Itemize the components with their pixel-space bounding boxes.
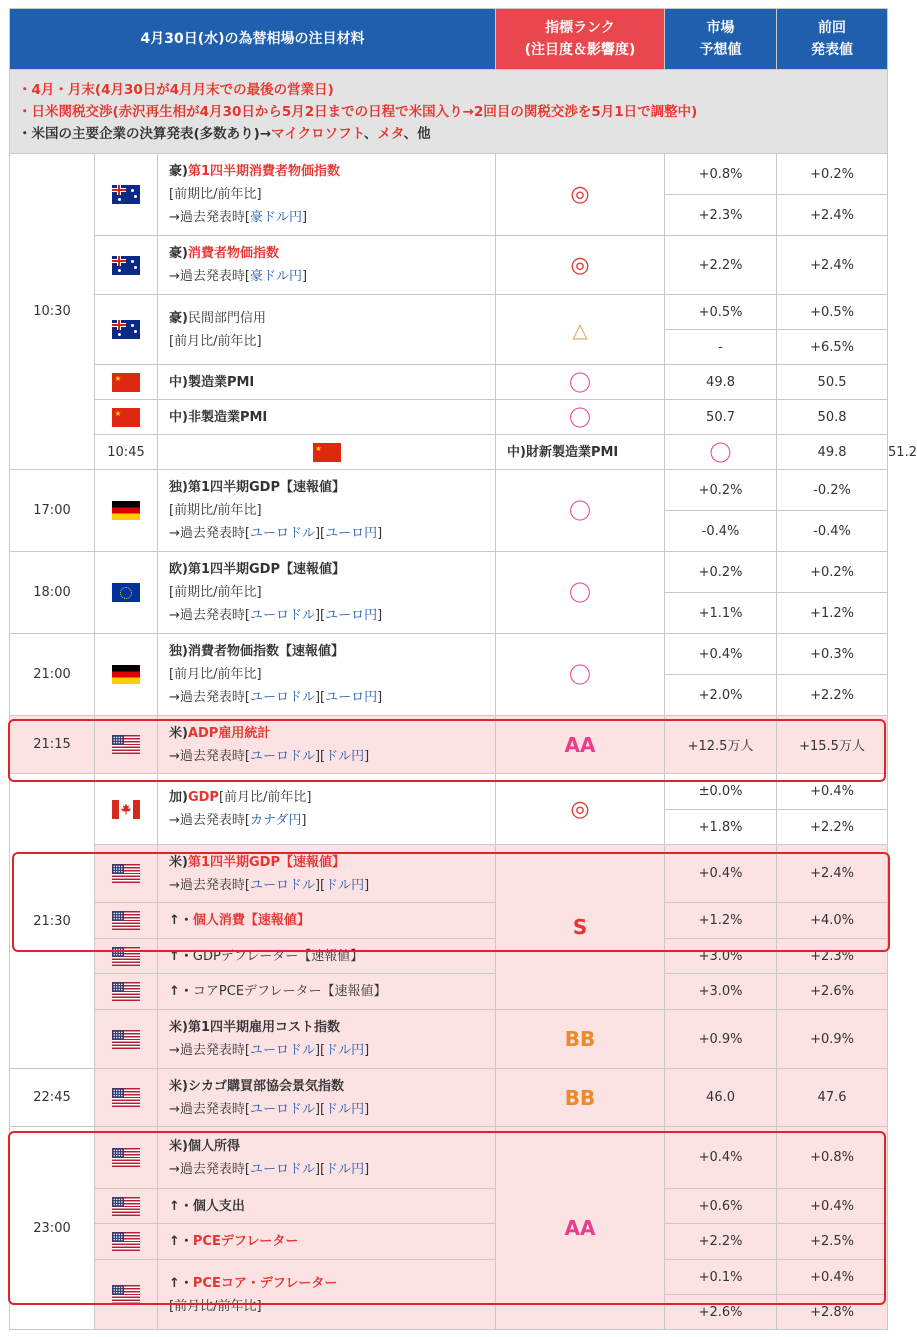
forecast-value: +0.1%: [665, 1260, 777, 1295]
forecast-value: 49.8: [665, 365, 777, 400]
table-row: [10, 236, 888, 295]
table-row: [10, 1127, 888, 1189]
indicator-us-eci: 米)第1四半期雇用コスト指数 →過去発表時[ユーロドル][ドル円]: [158, 1010, 496, 1069]
link-eur-usd[interactable]: ユーロドル: [249, 608, 315, 623]
previous-value: +1.2%: [777, 593, 888, 634]
previous-value: +2.6%: [777, 974, 888, 1010]
link-usd-jpy[interactable]: ドル円: [325, 1161, 365, 1177]
previous-value: +0.2%: [777, 154, 888, 195]
forecast-value: +12.5万人: [665, 716, 777, 774]
indicator-au-credit: 豪)民間部門信用 [前月比/前年比]: [158, 295, 496, 365]
indicator-us-gdp: 米)第1四半期GDP【速報値】 →過去発表時[ユーロドル][ドル円]: [158, 845, 496, 903]
forecast-value: +0.8%: [665, 154, 777, 195]
rank-cell: [496, 400, 665, 435]
table-row: 10:45 中)財新製造業PMI 〇 49.8 51.2: [10, 435, 888, 470]
table-row: [10, 1069, 888, 1127]
double-circle-icon: ◎: [570, 796, 590, 822]
link-eur-usd[interactable]: ユーロドル: [249, 1043, 315, 1058]
time-cell: 22:45: [10, 1069, 95, 1127]
rank-cell: [496, 365, 665, 400]
usa-flag-icon: [112, 947, 140, 966]
table-row: [10, 903, 888, 939]
forecast-value: +3.0%: [665, 939, 777, 974]
australia-flag-icon: [112, 320, 140, 339]
indicator-cn-caixin: 中)財新製造業PMI: [496, 435, 665, 470]
link-eur-usd[interactable]: ユーロドル: [249, 690, 315, 705]
rank-cell: [496, 552, 665, 634]
usa-flag-icon: [112, 1030, 140, 1049]
rank-cell: [496, 1069, 665, 1127]
calendar-table: [9, 8, 917, 1330]
usa-flag-icon: [112, 1148, 140, 1167]
forecast-value: +1.1%: [665, 593, 777, 634]
indicator-us-gdp-deflator: ↑・GDPデフレーター【速報値】: [158, 939, 496, 974]
link-usd-jpy[interactable]: ドル円: [325, 877, 365, 893]
rank-cell: [496, 1127, 665, 1330]
flag-us: [95, 1189, 158, 1224]
circle-icon: 〇: [569, 406, 592, 432]
previous-value: -0.4%: [777, 511, 888, 552]
forecast-value: +1.2%: [665, 903, 777, 939]
indicator-au-cpi: 豪)消費者物価指数 →過去発表時[豪ドル円]: [158, 236, 496, 295]
table-row: [10, 552, 888, 593]
rank-cell: [496, 236, 665, 295]
indicator-cn-pmi: 中)製造業PMI: [158, 365, 496, 400]
previous-value: +2.2%: [777, 810, 888, 845]
previous-value: +0.4%: [777, 774, 888, 810]
forecast-value: +2.6%: [665, 1295, 777, 1330]
rank-badge: BB: [564, 1085, 596, 1110]
link-eur-usd[interactable]: ユーロドル: [249, 1161, 315, 1177]
flag-us: [95, 1127, 158, 1189]
notes-row: [10, 70, 888, 154]
previous-value: +0.8%: [777, 1127, 888, 1189]
flag-us: [95, 1224, 158, 1260]
germany-flag-icon: [112, 501, 140, 520]
indicator-us-spending: ↑・個人支出: [158, 1189, 496, 1224]
indicator-eu-gdp: 欧)第1四半期GDP【速報値】 [前期比/前年比] →過去発表時[ユーロドル][ユーロ円]: [158, 552, 496, 634]
indicator-ca-gdp: 加)GDP[前月比/前年比] →過去発表時[カナダ円]: [158, 774, 496, 845]
usa-flag-icon: [112, 864, 140, 883]
table-row: [10, 154, 888, 195]
indicator-us-core-pce-deflator: ↑・コアPCEデフレーター【速報値】: [158, 974, 496, 1010]
indicator-us-pce-deflator: ↑・PCEデフレーター: [158, 1224, 496, 1260]
rank-header: 指標ランク (注目度＆影響度): [496, 9, 665, 70]
circle-icon: 〇: [709, 441, 732, 467]
table-row: [10, 716, 888, 774]
indicator-de-cpi: 独)消費者物価指数【速報値】 [前月比/前年比] →過去発表時[ユーロドル][ユーロ円]: [158, 634, 496, 716]
link-eur-jpy[interactable]: ユーロ円: [325, 690, 378, 705]
previous-value: +0.9%: [777, 1010, 888, 1069]
forecast-value: ±0.0%: [665, 774, 777, 810]
indicator-us-chicago-pmi: 米)シカゴ購買部協会景気指数 →過去発表時[ユーロドル][ドル円]: [158, 1069, 496, 1127]
rank-cell: [496, 1010, 665, 1069]
flag-au: [95, 236, 158, 295]
link-usd-jpy[interactable]: ドル円: [325, 748, 365, 764]
link-usd-jpy[interactable]: ドル円: [325, 1101, 365, 1117]
china-flag-icon: [313, 443, 341, 462]
link-eur-jpy[interactable]: ユーロ円: [325, 526, 378, 541]
rank-cell: [496, 716, 665, 774]
rank-cell: [496, 470, 665, 552]
rank-badge: BB: [564, 1027, 596, 1051]
rank-cell: [496, 154, 665, 236]
usa-flag-icon: [112, 735, 140, 754]
flag-cn: [95, 365, 158, 400]
previous-value: +0.4%: [777, 1189, 888, 1224]
previous-value: 50.5: [777, 365, 888, 400]
circle-icon: 〇: [569, 664, 592, 689]
forecast-value: +0.2%: [665, 470, 777, 511]
flag-us: [95, 1260, 158, 1330]
flag-au: [95, 154, 158, 236]
forecast-value: +0.6%: [665, 1189, 777, 1224]
rank-badge: AA: [564, 732, 596, 757]
forecast-value: +0.4%: [665, 634, 777, 675]
flag-ca: [95, 774, 158, 845]
previous-value: +2.4%: [777, 195, 888, 236]
link-aud-jpy[interactable]: 豪ドル円: [249, 210, 302, 225]
page-title: 4月30日(水)の為替相場の注目材料: [10, 9, 496, 70]
time-cell: 17:00: [10, 470, 95, 552]
forecast-header: 市場 予想値: [665, 9, 777, 70]
previous-value: +0.2%: [777, 552, 888, 593]
previous-value: +2.5%: [777, 1224, 888, 1260]
previous-value: -0.2%: [777, 470, 888, 511]
table-row: [10, 939, 888, 974]
flag-de: [95, 470, 158, 552]
table-row: [10, 365, 888, 400]
germany-flag-icon: [112, 665, 140, 684]
indicator-cn-nonpmi: 中)非製造業PMI: [158, 400, 496, 435]
notes-cell: [10, 70, 888, 154]
forecast-value: +2.2%: [665, 236, 777, 295]
double-circle-icon: ◎: [570, 182, 590, 207]
calendar-container: [9, 8, 917, 1330]
link-usd-jpy[interactable]: ドル円: [325, 1043, 365, 1058]
forecast-value: +0.4%: [665, 1127, 777, 1189]
flag-us: [95, 845, 158, 903]
table-row: [10, 470, 888, 511]
previous-value: +4.0%: [777, 903, 888, 939]
rank-cell: [496, 845, 665, 1010]
table-row: [10, 400, 888, 435]
forecast-value: 46.0: [665, 1069, 777, 1127]
table-row: [10, 1010, 888, 1069]
previous-value: +2.3%: [777, 939, 888, 974]
forecast-value: +3.0%: [665, 974, 777, 1010]
forecast-value: +0.4%: [665, 845, 777, 903]
forecast-value: -0.4%: [665, 511, 777, 552]
forecast-value: +2.3%: [665, 195, 777, 236]
previous-value: +2.8%: [777, 1295, 888, 1330]
previous-value: +2.4%: [777, 845, 888, 903]
rank-cell: [665, 435, 777, 470]
note-month-end: ・4月・月末(4月30日が4月月末での最後の営業日): [18, 81, 334, 98]
forecast-value: +0.2%: [665, 552, 777, 593]
previous-value: +0.5%: [777, 295, 888, 330]
indicator-de-gdp: 独)第1四半期GDP【速報値】 [前期比/前年比] →過去発表時[ユーロドル][ユーロ円]: [158, 470, 496, 552]
time-cell: 10:45: [95, 435, 158, 470]
table-row: [10, 1189, 888, 1224]
time-cell: 10:30: [10, 154, 95, 470]
flag-us: [95, 939, 158, 974]
eu-flag-icon: [112, 583, 140, 602]
indicator-us-adp: 米)ADP雇用統計 →過去発表時[ユーロドル][ドル円]: [158, 716, 496, 774]
indicator-us-consumption: ↑・個人消費【速報値】: [158, 903, 496, 939]
flag-cn: [158, 435, 496, 470]
previous-value: +2.4%: [777, 236, 888, 295]
flag-eu: [95, 552, 158, 634]
header-row: [10, 9, 888, 70]
previous-value: +6.5%: [777, 330, 888, 365]
forecast-value: +2.2%: [665, 1224, 777, 1260]
usa-flag-icon: [112, 1285, 140, 1304]
flag-us: [95, 1010, 158, 1069]
link-eur-usd[interactable]: ユーロドル: [249, 748, 315, 764]
indicator-au-cpi-q: 豪)第1四半期消費者物価指数 [前期比/前年比] →過去発表時[豪ドル円]: [158, 154, 496, 236]
canada-flag-icon: [112, 800, 140, 819]
time-cell: 23:00: [10, 1127, 95, 1330]
indicator-us-pce-core: ↑・PCEコア・デフレーター [前月比/前年比]: [158, 1260, 496, 1330]
link-eur-usd[interactable]: ユーロドル: [249, 1101, 315, 1117]
triangle-icon: △: [572, 317, 588, 342]
forecast-value: +2.0%: [665, 675, 777, 716]
rank-cell: [496, 774, 665, 845]
australia-flag-icon: [112, 185, 140, 204]
double-circle-icon: ◎: [570, 252, 590, 278]
rank-cell: [496, 295, 665, 365]
note-earnings: ・米国の主要企業の決算発表(多数あり)→マイクロソフト、メタ、他: [18, 125, 431, 142]
link-eur-usd[interactable]: ユーロドル: [249, 877, 315, 893]
usa-flag-icon: [112, 911, 140, 930]
usa-flag-icon: [112, 1197, 140, 1216]
rank-cell: [496, 634, 665, 716]
time-cell: 21:30: [10, 774, 95, 1069]
flag-de: [95, 634, 158, 716]
usa-flag-icon: [112, 982, 140, 1001]
flag-us: [95, 1069, 158, 1127]
flag-us: [95, 974, 158, 1010]
table-row: [10, 634, 888, 675]
flag-cn: [95, 400, 158, 435]
rank-badge: AA: [564, 1216, 596, 1240]
usa-flag-icon: [112, 1088, 140, 1107]
circle-icon: 〇: [569, 500, 592, 525]
circle-icon: 〇: [569, 582, 592, 607]
flag-au: [95, 295, 158, 365]
previous-header: 前回 発表値: [777, 9, 888, 70]
usa-flag-icon: [112, 1232, 140, 1251]
previous-value: +2.2%: [777, 675, 888, 716]
time-cell: 21:15: [10, 716, 95, 774]
table-row: [10, 295, 888, 330]
previous-value: +15.5万人: [777, 716, 888, 774]
link-cad-jpy[interactable]: カナダ円: [249, 813, 302, 828]
table-row: [10, 1260, 888, 1295]
table-row: [10, 774, 888, 810]
circle-icon: 〇: [569, 371, 592, 397]
flag-us: [95, 716, 158, 774]
previous-value: +0.4%: [777, 1260, 888, 1295]
link-aud-jpy[interactable]: 豪ドル円: [249, 269, 302, 284]
previous-value: +0.3%: [777, 634, 888, 675]
table-row: [10, 845, 888, 903]
indicator-us-income: 米)個人所得 →過去発表時[ユーロドル][ドル円]: [158, 1127, 496, 1189]
forecast-value: -: [665, 330, 777, 365]
forecast-value: +1.8%: [665, 810, 777, 845]
time-cell: 18:00: [10, 552, 95, 634]
previous-value: 47.6: [777, 1069, 888, 1127]
forecast-value: +0.5%: [665, 295, 777, 330]
note-tariff: ・日米関税交渉(赤沢再生相が4月30日から5月2日までの日程で米国入り→2回目の関税交渉を5月1日で調整中): [18, 103, 698, 120]
link-eur-usd[interactable]: ユーロドル: [249, 526, 315, 541]
forecast-value: 50.7: [665, 400, 777, 435]
link-eur-jpy[interactable]: ユーロ円: [325, 608, 378, 623]
flag-us: [95, 903, 158, 939]
rank-badge: S: [572, 915, 588, 939]
australia-flag-icon: [112, 256, 140, 275]
table-row: [10, 1224, 888, 1260]
china-flag-icon: [112, 408, 140, 427]
previous-value: 50.8: [777, 400, 888, 435]
time-cell: 21:00: [10, 634, 95, 716]
china-flag-icon: [112, 373, 140, 392]
forecast-value: 49.8: [777, 435, 888, 470]
forecast-value: +0.9%: [665, 1010, 777, 1069]
table-row: [10, 974, 888, 1010]
